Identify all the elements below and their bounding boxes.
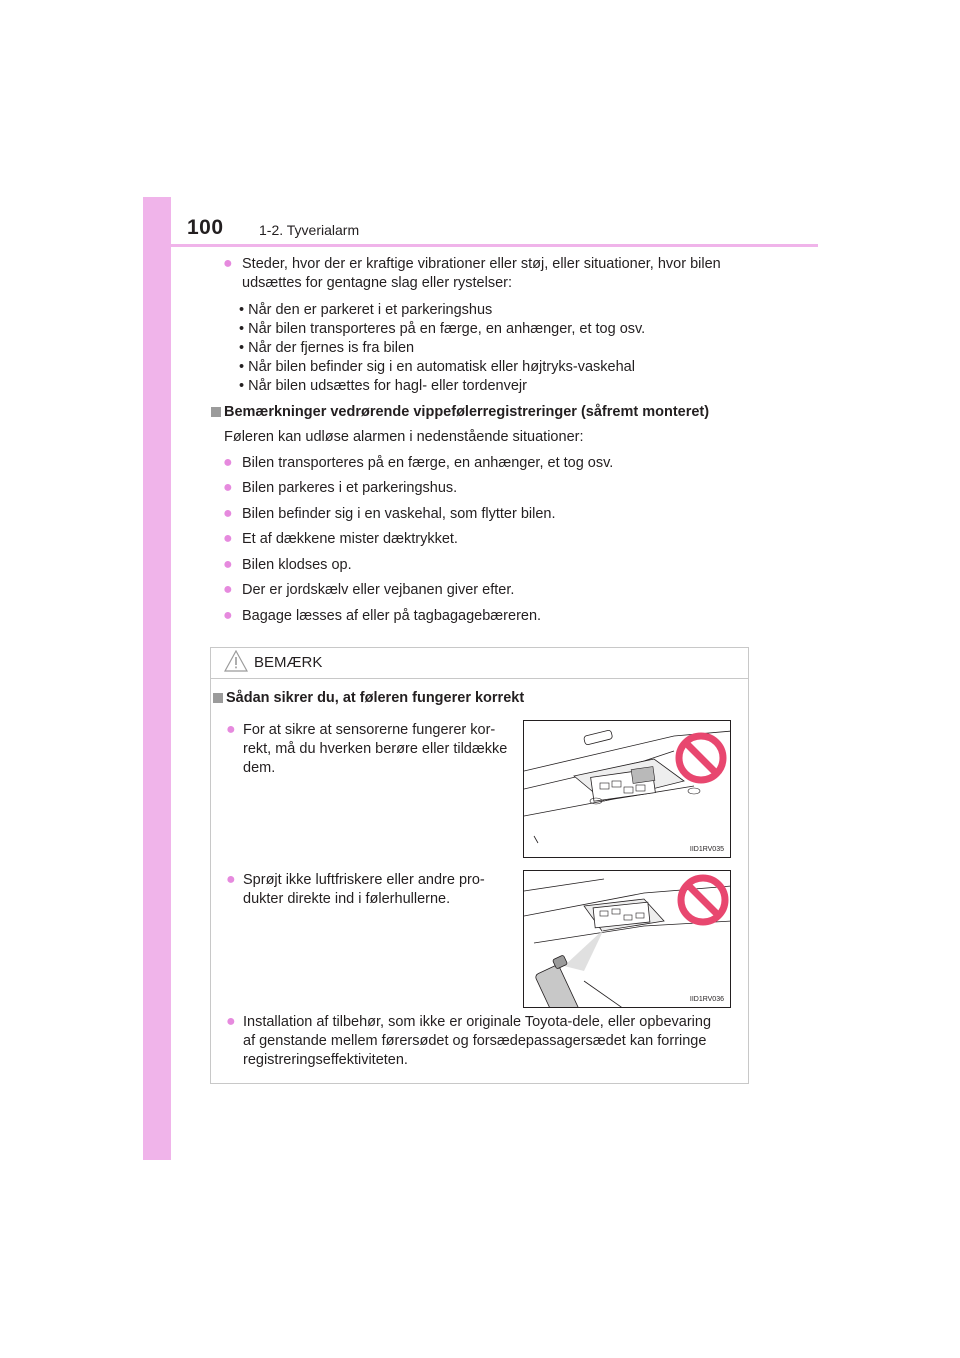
sensor-illustration-2 bbox=[523, 870, 731, 1008]
bullet-icon: ● bbox=[226, 871, 236, 888]
bullet-icon: ● bbox=[223, 255, 233, 272]
list-item: • Når bilen transporteres på en færge, en anhænger, et tog osv. bbox=[239, 321, 646, 337]
header-divider bbox=[143, 244, 818, 247]
list-item: Bagage læsses af eller på tagbagagebæreren. bbox=[242, 608, 542, 624]
list-item: Bilen befinder sig i en vaskehal, som flytter bilen. bbox=[242, 506, 556, 522]
prohibition-icon bbox=[676, 873, 730, 927]
list-item: • Når der fjernes is fra bilen bbox=[239, 340, 415, 356]
list-item: Bilen parkeres i et parkeringshus. bbox=[242, 480, 458, 496]
section-title: 1-2. Tyverialarm bbox=[259, 222, 360, 238]
tilt-intro: Føleren kan udløse alarmen i nedenstående situationer: bbox=[224, 429, 584, 445]
notice-item3-line2: af genstande mellem førersødet og forsædepassagersædet kan forringe bbox=[243, 1033, 707, 1049]
notice-title: BEMÆRK bbox=[254, 654, 323, 671]
bullet-icon: ● bbox=[223, 505, 233, 522]
sensor-illustration-1 bbox=[523, 720, 731, 858]
bullet-icon: ● bbox=[223, 581, 233, 598]
bullet-icon: ● bbox=[223, 454, 233, 471]
chapter-side-tab bbox=[143, 197, 171, 1160]
figure-code: IID1RV036 bbox=[689, 996, 724, 1003]
bullet-icon: ● bbox=[223, 530, 233, 547]
notice-heading: Sådan sikrer du, at føleren fungerer korrekt bbox=[226, 690, 525, 706]
notice-item1-line1: For at sikre at sensorerne fungerer kor- bbox=[243, 722, 496, 738]
warning-triangle-icon bbox=[224, 650, 248, 672]
notice-item2-line1: Sprøjt ikke luftfriskere eller andre pro- bbox=[243, 872, 485, 888]
notice-item1-line2: rekt, må du hverken berøre eller tildække bbox=[243, 741, 508, 757]
vibration-intro-line2: udsættes for gentagne slag eller rystelser: bbox=[242, 275, 512, 291]
notice-divider bbox=[210, 678, 749, 679]
list-item: Der er jordskælv eller vejbanen giver efter. bbox=[242, 582, 515, 598]
bullet-icon: ● bbox=[223, 556, 233, 573]
prohibition-icon bbox=[674, 731, 728, 785]
page-number: 100 bbox=[187, 216, 224, 239]
list-item: • Når den er parkeret i et parkeringshus bbox=[239, 302, 493, 318]
list-item: Bilen transporteres på en færge, en anhænger, et tog osv. bbox=[242, 455, 614, 471]
notice-item1-line3: dem. bbox=[243, 760, 276, 776]
figure-code: IID1RV035 bbox=[689, 846, 724, 853]
vibration-intro-line1: Steder, hvor der er kraftige vibrationer eller støj, eller situationer, hvor bilen bbox=[242, 256, 721, 272]
list-item: Et af dækkene mister dæktrykket. bbox=[242, 531, 458, 547]
list-item: • Når bilen udsættes for hagl- eller tordenvejr bbox=[239, 378, 527, 394]
section-square-icon bbox=[211, 407, 221, 417]
bullet-icon: ● bbox=[226, 1013, 236, 1030]
notice-item3-line1: Installation af tilbehør, som ikke er originale Toyota-dele, eller opbevaring bbox=[243, 1014, 712, 1030]
notice-item2-line2: dukter direkte ind i følerhullerne. bbox=[243, 891, 451, 907]
list-item: Bilen klodses op. bbox=[242, 557, 352, 573]
notice-item3-line3: registreringseffektiviteten. bbox=[243, 1052, 408, 1068]
bullet-icon: ● bbox=[223, 479, 233, 496]
tilt-heading: Bemærkninger vedrørende vippefølerregistreringer (såfremt monteret) bbox=[224, 404, 710, 420]
section-square-icon bbox=[213, 693, 223, 703]
bullet-icon: ● bbox=[226, 721, 236, 738]
list-item: • Når bilen befinder sig i en automatisk eller højtryks-vaskehal bbox=[239, 359, 635, 375]
bullet-icon: ● bbox=[223, 607, 233, 624]
